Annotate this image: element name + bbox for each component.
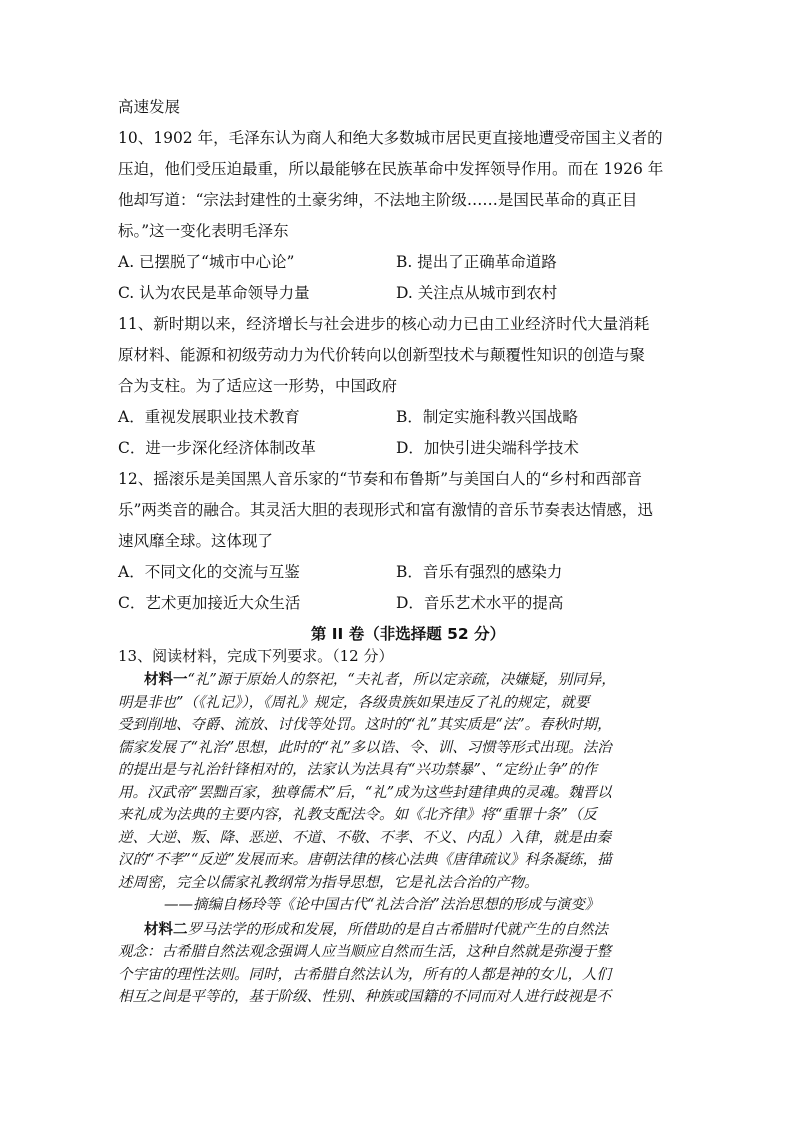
material-1-line: “礼”源于原始人的祭祀，“夫礼者，所以定亲疏，决嫌疑，别同异，: [187, 672, 616, 688]
top-fragment: 高速发展: [118, 98, 181, 116]
question-10-line: 压迫，他们受压迫最重，所以最能够在民族革命中发挥领导作用。而在 1926 年: [118, 160, 664, 178]
material-1-line: 受到削地、夺爵、流放、讨伐等处罚。这时的“礼”其实质是“法”。春秋时期，: [118, 717, 612, 733]
material-1: [118, 669, 678, 917]
question-11-line: 11、新时期以来，经济增长与社会进步的核心动力已由工业经济时代大量消耗: [118, 315, 650, 333]
option-b[interactable]: B．音乐有强烈的感染力: [396, 563, 563, 581]
question-11-line: 原材料、能源和初级劳动力为代价转向以创新型技术与颠覆性知识的创造与聚: [118, 346, 646, 364]
material-2-label: 材料二: [144, 920, 188, 938]
option-d[interactable]: D．音乐艺术水平的提高: [396, 594, 564, 612]
option-b[interactable]: B. 提出了正确革命道路: [396, 253, 557, 271]
question-13-title: 13、阅读材料，完成下列要求。（12 分）: [118, 647, 394, 665]
material-1-source: ——摘编自杨玲等《论中国古代“礼法合治”法治思想的形成与演变》: [164, 897, 600, 913]
material-2-line: 个宇宙的理性法则。同时，古希腊自然法认为，所有的人都是神的女儿，人们: [118, 966, 611, 983]
material-1-line: 的提出是与礼治针锋相对的，法家认为法具有“兴功禁暴”、“定纷止争”的作: [118, 762, 598, 778]
section-2-title: 第 II 卷（非选择题 52 分）: [310, 625, 506, 643]
material-1-line: 汉的“不孝”“反逆”发展而来。唐朝法律的核心法典《唐律疏议》科条凝练，描: [118, 852, 612, 868]
option-a[interactable]: A．重视发展职业技术教育: [118, 408, 300, 426]
material-1-label: 材料一: [144, 671, 188, 688]
question-11-options-row: [118, 402, 678, 433]
question-10-line: 他却写道：“宗法封建性的土豪劣绅，不法地主阶级……是国民革命的真正目: [118, 191, 638, 209]
option-a[interactable]: A. 已摆脱了“城市中心论”: [118, 253, 295, 271]
question-12-options-row: [118, 588, 678, 619]
material-1-line: 明是非也”（《礼记》），《周礼》规定，各级贵族如果违反了礼的规定，就要: [118, 694, 590, 711]
material-2: [118, 919, 678, 1009]
question-10-line: 10、1902 年，毛泽东认为商人和绝大多数城市居民更直接地遭受帝国主义者的: [118, 129, 663, 147]
material-2-line: 观念：古希腊自然法观念强调人应当顺应自然而生活，这种自然就是弥漫于整: [118, 944, 611, 960]
question-10: [118, 123, 678, 309]
option-c[interactable]: C．艺术更加接近大众生活: [118, 594, 301, 612]
option-d[interactable]: D．加快引进尖端科学技术: [396, 439, 579, 457]
question-12-line: 乐”两类音的融合。其灵活大胆的表现形式和富有激情的音乐节奏表达情感，迅: [118, 501, 653, 519]
option-c[interactable]: C．进一步深化经济体制改革: [118, 439, 316, 457]
material-1-line: 来礼成为法典的主要内容，礼教支配法令。如《北齐律》将“重罪十条”（反: [118, 807, 597, 823]
material-2-line: 相互之间是平等的，基于阶级、性别、种族或国籍的不同而对人进行歧视是不: [118, 989, 611, 1005]
question-13: [118, 645, 678, 1009]
material-1-line: 述周密，完全以儒家礼教纲常为指导思想，它是礼法合治的产物。: [118, 874, 539, 891]
material-1-line: 用。汉武帝“罢黜百家，独尊儒术”后，“礼”成为这些封建律典的灵魂。魏晋以: [118, 784, 612, 801]
question-11-line: 合为支柱。为了适应这一形势，中国政府: [118, 377, 398, 395]
question-12-line: 速风靡全球。这体现了: [118, 532, 274, 550]
question-12-options-row: [118, 557, 678, 588]
question-12: [118, 464, 678, 619]
question-10-line: 标。”这一变化表明毛泽东: [118, 222, 289, 240]
question-12-line: 12、摇滚乐是美国黑人音乐家的“节奏和布鲁斯”与美国白人的“乡村和西部音: [118, 470, 642, 488]
option-a[interactable]: A．不同文化的交流与互鉴: [118, 563, 300, 581]
option-d[interactable]: D. 关注点从城市到农村: [396, 284, 558, 302]
option-b[interactable]: B．制定实施科教兴国战略: [396, 408, 578, 426]
question-10-options-row: [118, 247, 678, 278]
question-11-options-row: [118, 433, 678, 464]
exam-page: [118, 92, 678, 1009]
material-1-line: 儒家发展了“礼治”思想，此时的“礼”多以诰、令、训、习惯等形式出现。法治: [118, 739, 612, 756]
material-2-line: 罗马法学的形成和发展，所借助的是自古希腊时代就产生的自然法: [187, 921, 608, 938]
question-10-options-row: [118, 278, 678, 309]
question-11: [118, 309, 678, 464]
option-c[interactable]: C. 认为农民是革命领导力量: [118, 284, 310, 302]
material-1-line: 逆、大逆、叛、降、恶逆、不道、不敬、不孝、不义、内乱）入律，就是由秦: [118, 829, 611, 846]
